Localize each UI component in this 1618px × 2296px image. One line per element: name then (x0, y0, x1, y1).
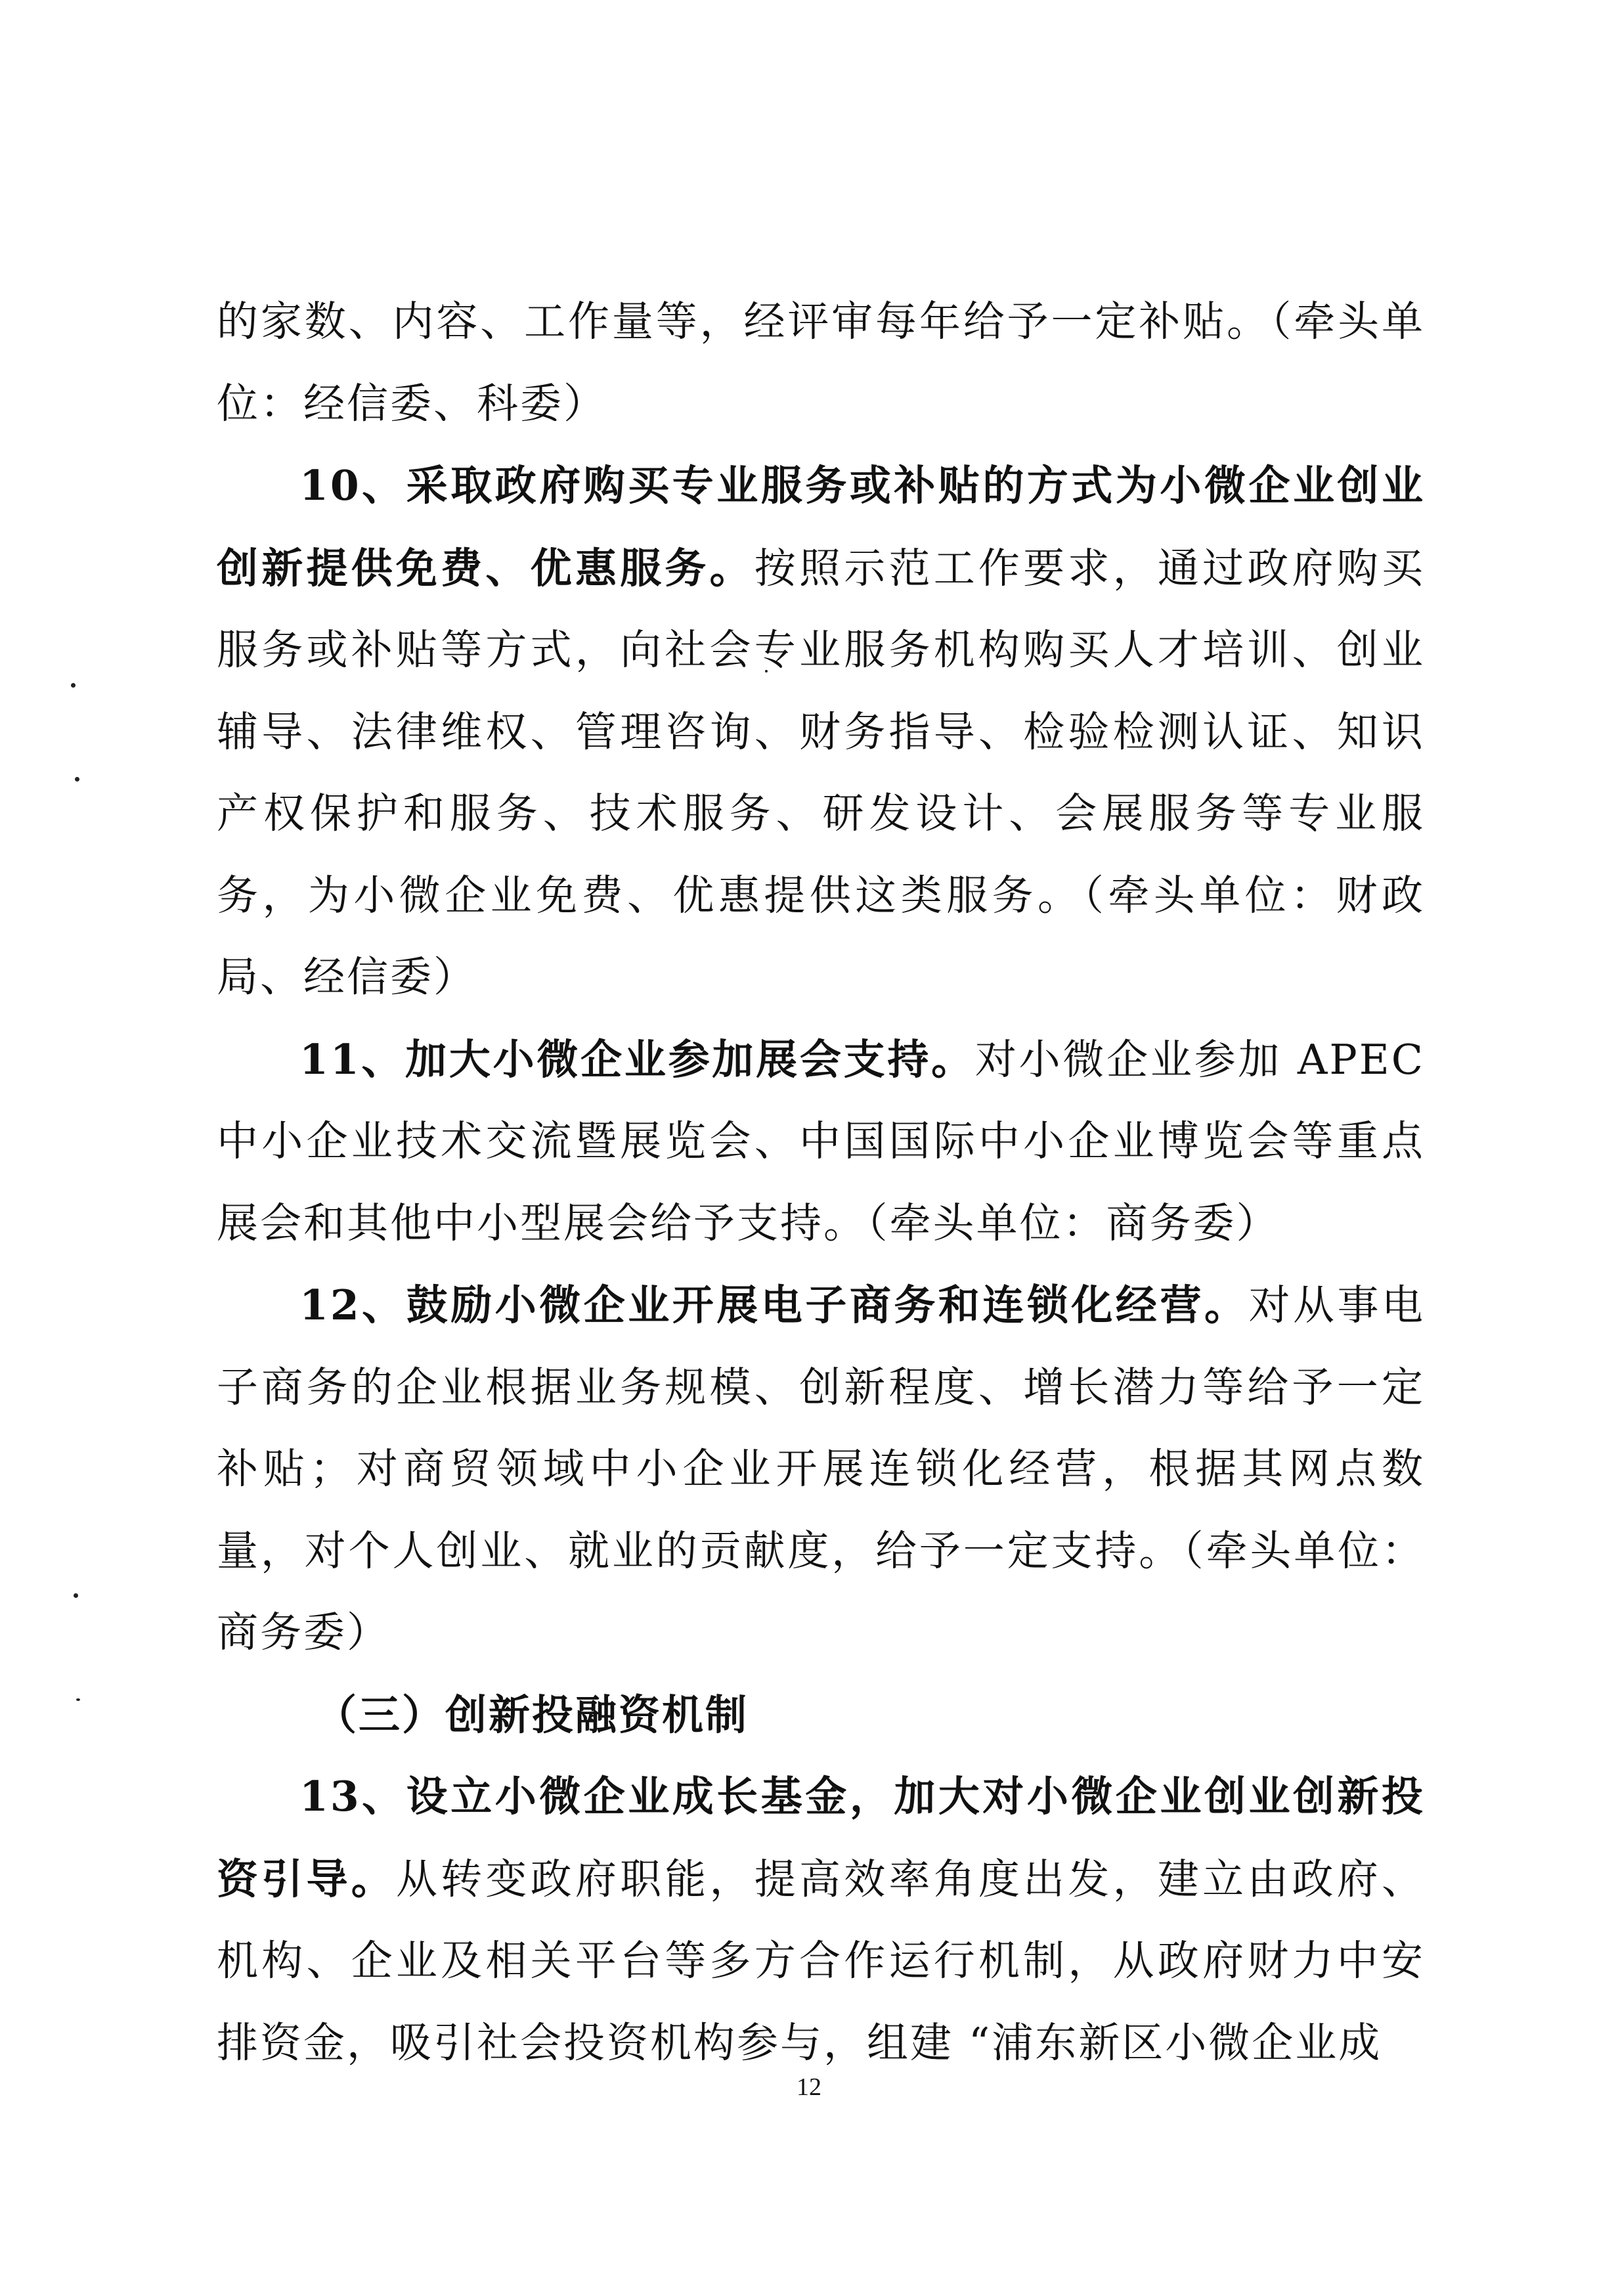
item-11-heading: 11、加大小微企业参加展会支持。 (299, 1034, 975, 1084)
scan-speck (75, 777, 79, 782)
item-13-heading: 13、设立小微企业成长基金，加大对小微企业创业创新投资引导。 (217, 1772, 1425, 1903)
item-11-body: 对小微企业参加 APEC 中小企业技术交流暨展览会、中国国际中小企业博览会等重点展会和其他中小型展会给予支持。（牵头单位：商务委） (217, 1035, 1425, 1247)
page-number: 12 (797, 2073, 821, 2101)
section-heading: （三）创新投融资机制 (315, 1690, 749, 1739)
item-10-paragraph (217, 445, 1425, 1019)
item-12-paragraph (217, 1264, 1425, 1674)
scan-speck (74, 1593, 78, 1598)
scan-speck (76, 1698, 80, 1701)
item-10-body: 按照示范工作要求，通过政府购买服务或补贴等方式，向社会专业服务机构购买人才培训、创业辅导、法律维权、管理咨询、财务指导、检验检测认证、知识产权保护和服务、技术服务、研发设计、会展服务等专业服务，为小微企业免费、优惠提供这类服务。（牵头单位：财政局、经信委） (217, 544, 1426, 1001)
item-12-heading: 12、鼓励小微企业开展电子商务和连锁化经营。 (299, 1281, 1249, 1329)
continuation-paragraph: 的家数、内容、工作量等，经评审每年给予一定补贴。（牵头单位：经信委、科委） (217, 298, 1425, 428)
document-body (217, 281, 1425, 2084)
item-12-body: 对从事电子商务的企业根据业务规模、创新程度、增长潜力等给予一定补贴；对商贸领域中小企业开展连锁化经营，根据其网点数量，对个人创业、就业的贡献度，给予一定支持。（牵头单位：商务委） (217, 1281, 1426, 1656)
scan-speck (71, 683, 76, 688)
item-10-heading: 10、采取政府购买专业服务或补贴的方式为小微企业创业创新提供免费、优惠服务。 (217, 461, 1425, 592)
item-13-body: 从转变政府职能，提高效率角度出发，建立由政府、机构、企业及相关平台等多方合作运行机制，从政府财力中安排资金，吸引社会投资机构参与，组建 “浦东新区小微企业成 (217, 1855, 1426, 2067)
item-11-paragraph (217, 1019, 1425, 1265)
item-13-paragraph (217, 1755, 1425, 2084)
